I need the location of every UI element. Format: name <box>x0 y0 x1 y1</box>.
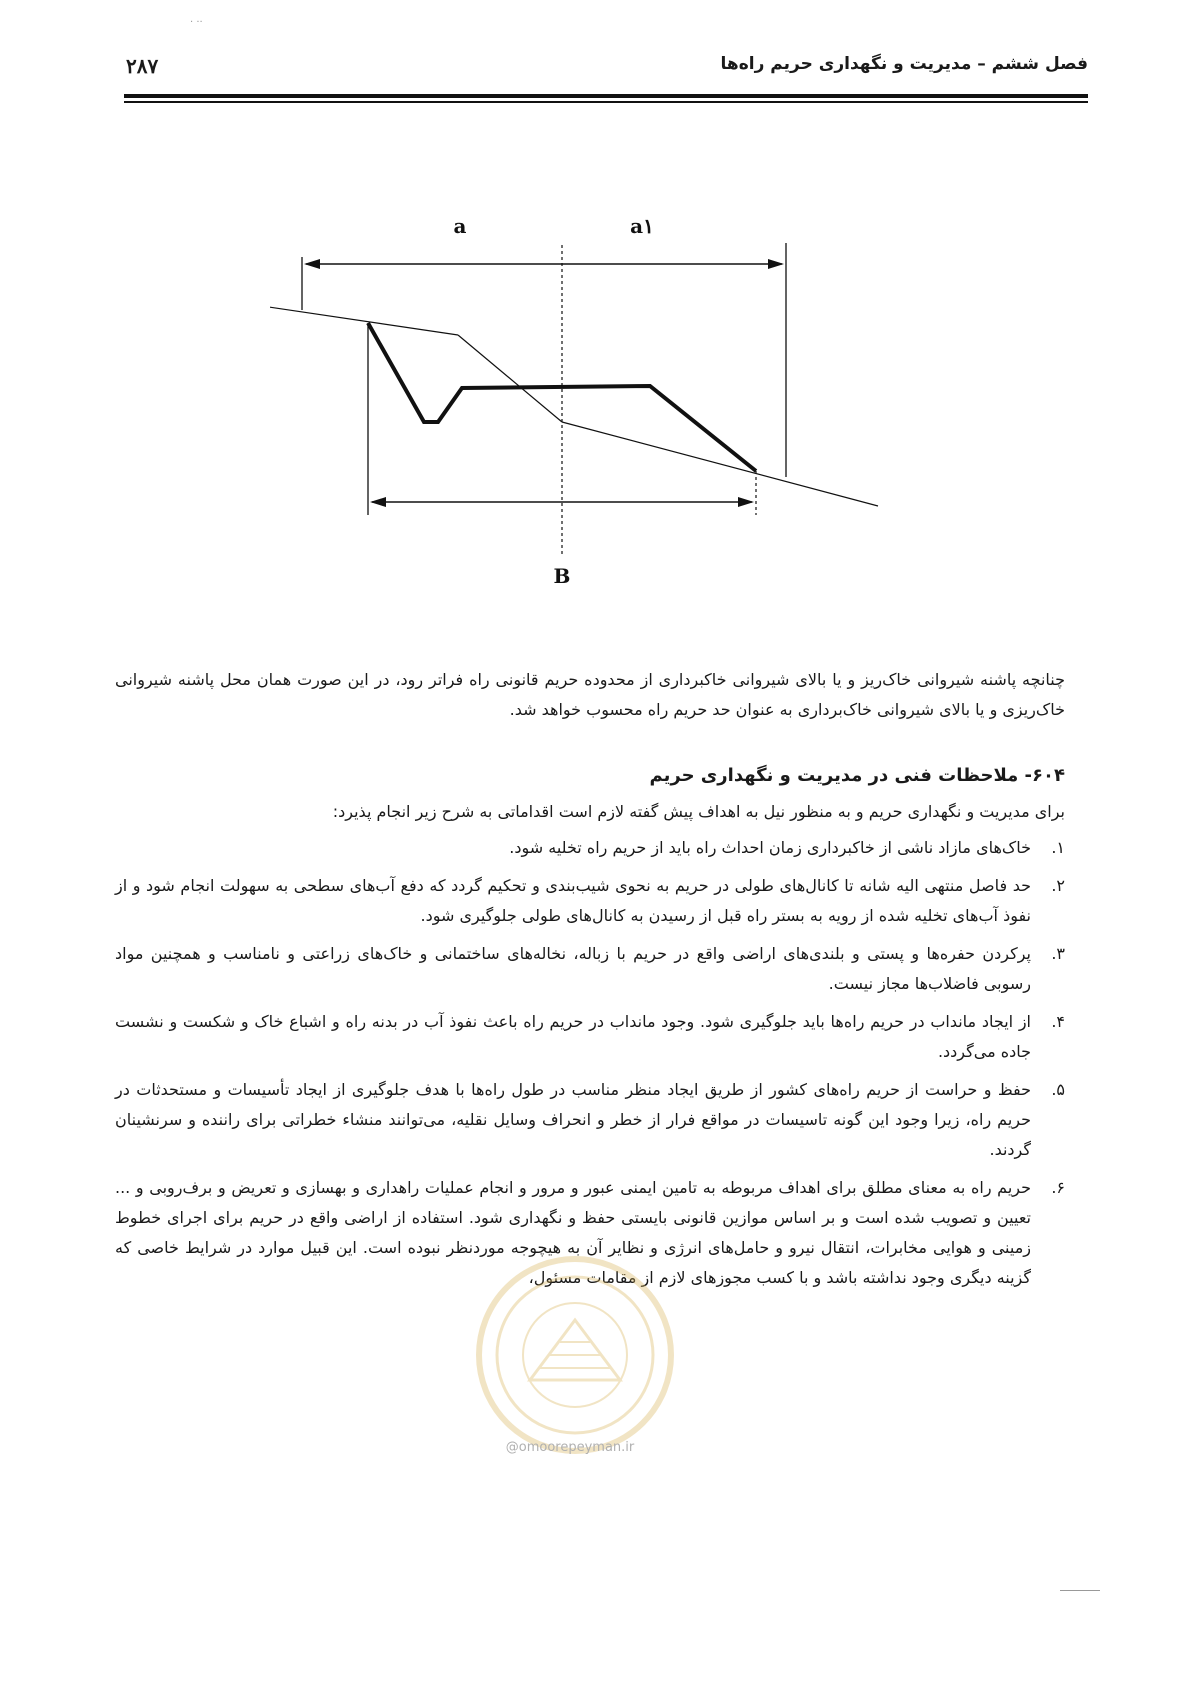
top-arrow-right-icon <box>768 259 784 269</box>
list-item-number: ۵. <box>1051 1080 1065 1099</box>
page-content <box>115 665 1065 1301</box>
list-item-number: ۴. <box>1051 1012 1065 1031</box>
bottom-arrow-left-icon <box>370 497 386 507</box>
list-item-number: ۲. <box>1051 876 1065 895</box>
list-item-number: ۱. <box>1051 838 1065 857</box>
list-item <box>115 1007 1065 1067</box>
list-item-text: از ایجاد مانداب در حریم راه‌ها باید جلوگیری شود. وجود مانداب در حریم راه باعث نفوذ آب در بدنه راه و اشباع خاک و شکست و نشست جاده می‌گردد. <box>115 1012 1031 1061</box>
chapter-title: فصل ششم – مدیریت و نگهداری حریم راه‌ها <box>720 54 1088 74</box>
list-item <box>115 939 1065 999</box>
header-rule-thick <box>124 94 1088 98</box>
list-item <box>115 1075 1065 1165</box>
list-item-number: ۳. <box>1051 944 1065 963</box>
label-a1: a۱ <box>630 215 654 238</box>
ground-line-slope <box>458 335 562 422</box>
bottom-arrow-right-icon <box>738 497 754 507</box>
section-intro: برای مدیریت و نگهداری حریم و به منظور نیل به اهداف پیش گفته لازم است اقداماتی به شرح زیر انجام پذیرد: <box>332 802 1065 821</box>
header-rule-thin <box>124 101 1088 103</box>
list-item-number: ۶. <box>1051 1178 1065 1197</box>
list-item-text: پرکردن حفره‌ها و پستی و بلندی‌های اراضی واقع در حریم با زباله، نخاله‌های ساختمانی و خاک‌های زراعتی و نامناسب و همچنین مواد رسوبی فاضلاب‌ها مجاز نیست. <box>115 944 1031 993</box>
list-item <box>115 871 1065 931</box>
watermark-caption: @omoorepeyman.ir <box>505 1440 635 1455</box>
list-item-text: حد فاصل منتهی الیه شانه تا کانال‌های طولی در حریم به نحوی شیب‌بندی و تحکیم گردد که دفع آب‌های سطحی به سهولت انجام شود و از نفوذ آب‌های تخلیه شده از رویه به بستر راه قبل از رسیدن به کانال‌های طولی جلوگیری شود. <box>115 876 1031 925</box>
top-arrow-left-icon <box>304 259 320 269</box>
ground-line-right <box>562 422 878 506</box>
section-heading: ۶۰۴- ملاحظات فنی در مدیریت و نگهداری حریم <box>649 765 1065 786</box>
watermark-seal-icon <box>470 1250 680 1470</box>
list-item-text: خاک‌های مازاد ناشی از خاکبرداری زمان احداث راه باید از حریم راه تخلیه شود. <box>509 838 1031 857</box>
label-b: B <box>553 564 571 588</box>
intro-paragraph: چنانچه پاشنه شیروانی خاک‌ریز و یا بالای شیروانی خاکبرداری از محدوده حریم قانونی راه فراتر رود، در این صورت همان محل پاشنه شیروانی خاک‌ریزی و یا بالای شیروانی خاک‌برداری به عنوان حد حریم راه محسوب خواهد شد. <box>115 670 1065 719</box>
ground-line-left <box>270 306 458 335</box>
scan-edge-mark <box>1060 1590 1100 1591</box>
label-a: a <box>453 215 467 238</box>
list-item-text: حریم راه به معنای مطلق برای اهداف مربوطه به تامین ایمنی عبور و مرور و انجام عملیات راهداری و بهسازی و تعریض و برف‌روبی و ... تعیین و تصویب شده است و بر اساس موازین قانونی بایستی حفظ و نگهداری شود. استفاده از اراضی واقع در حریم برای اجرای خطوط زمینی و هوایی مخابرات، انتقال نیرو و حامل‌های انرژی و نظایر آن به هیچوجه موردنظر نبوده است. این قبیل موارد در شرایط خاصی که گزینه دیگری وجود نداشته باشد و با کسب مجوزهای لازم از مقامات مسئول، <box>115 1178 1031 1287</box>
scan-artifact-mark: . .. <box>190 14 203 25</box>
list-item-text: حفظ و حراست از حریم راه‌های کشور از طریق ایجاد منظر مناسب در طول راه‌ها با هدف جلوگیری از ایجاد تأسیسات و مستحدثات در حریم راه، زیرا وجود این گونه تاسیسات در مواقع فرار از خطر و انحراف وسایل نقلیه، می‌توانند منشاء خطراتی برای راننده و سرنشینان گردند. <box>115 1080 1031 1159</box>
road-cross-section-diagram <box>270 215 950 635</box>
page-number: ۲۸۷ <box>126 54 159 78</box>
list-item <box>115 833 1065 863</box>
measures-list <box>115 833 1065 1293</box>
page-header <box>118 48 1088 82</box>
